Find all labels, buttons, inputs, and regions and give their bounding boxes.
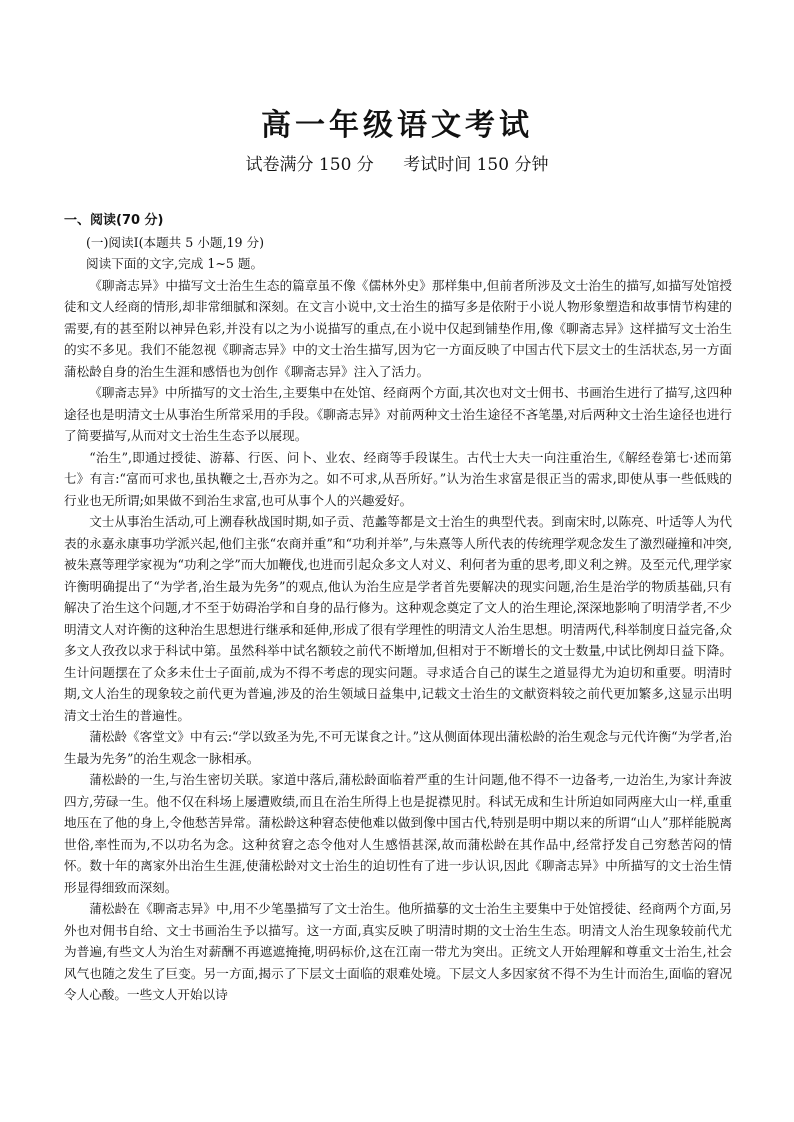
passage-paragraph: 《聊斋志异》中所描写的文士治生,主要集中在处馆、经商两个方面,其次也对文士佣书、书画治生进行了描写,这四种途径也是明清文士从事治生所常采用的手段。《聊斋志异》对前两种文士治生途径不吝笔墨,对后两种文士治生途径也进行了简要描写,从而对文士治生生态予以展现。: [64, 385, 732, 443]
passage-paragraph: 蒲松龄的一生,与治生密切关联。家道中落后,蒲松龄面临着严重的生计问题,他不得不一边备考,一边治生,为家计奔波四方,劳碌一生。他不仅在科场上屡遭败绩,而且在治生所得上也是捉襟见肘。科试无成和生计所迫如同两座大山一样,重重地压在了他的身上,令他愁苦异常。蒲松龄这种窘态使他难以做到像中国古代,特别是明中期以来的所谓“山人”那样能脱离世俗,率性而为,不以功名为念。这种贫窘之态令他对人生感悟甚深,故而蒲松龄在其作品中,经常抒发自己穷愁苦闷的情怀。数十年的离家外出治生生涯,使蒲松龄对文士治生的迫切性有了进一步认识,因此《聊斋志异》中所描写的文士治生情形显得细致而深刻。: [64, 772, 732, 895]
reading-instruction: 阅读下面的文字,完成 1~5 题。: [86, 256, 264, 271]
section-heading: 一、阅读(70 分): [64, 213, 164, 228]
exam-info: [0, 150, 794, 175]
exam-time-text: 考试时间 150 分钟: [403, 155, 549, 175]
exam-title: 高一年级语文考试: [261, 108, 533, 143]
passage-paragraph: “治生”,即通过授徒、游幕、行医、问卜、业农、经商等手段谋生。古代士大夫一向注重治生,《解经卷第七·述而第七》有言:“富而可求也,虽执鞭之士,吾亦为之。如不可求,从吾所好。”认为治生求富是很正当的需求,即使从事一些低贱的行业也无所谓;如果做不到治生求富,也可从事个人的兴趣爱好。: [64, 449, 732, 508]
passage-paragraph: 蒲松龄在《聊斋志异》中,用不少笔墨描写了文士治生。他所描摹的文士治生主要集中于处馆授徒、经商两个方面,另外也对佣书自给、文士书画治生予以描写。这一方面,真实反映了明清时期的文士治生生态。明清文人治生现象较前代尤为普遍,有些文人为治生对薪酬不再遮遮掩掩,明码标价,这在江南一带尤为突出。正统文人开始理解和尊重文士治生,社会风气也随之发生了巨变。另一方面,揭示了下层文士面临的艰难处境。下层文人多因家贫不得不为生计而治生,面临的窘况令人心酸。一些文人开始以诗: [64, 901, 732, 1002]
passage-paragraph: 蒲松龄《客堂文》中有云:“学以致圣为先,不可无谋食之计。”这从侧面体现出蒲松龄的治生观念与元代许衡“为学者,治生最为先务”的治生观念一脉相承。: [64, 729, 732, 766]
full-score-text: 试卷满分 150 分: [245, 155, 374, 175]
passage-paragraph: 文士从事治生活动,可上溯春秋战国时期,如子贡、范蠡等都是文士治生的典型代表。到南宋时,以陈亮、叶适等人为代表的永嘉永康事功学派兴起,他们主张“农商并重”和“功利并举”,与朱熹等人所代表的传统理学观念发生了激烈碰撞和冲突,被朱熹等理学家视为“功利之学”而大加鞭伐,也进而引起众多文人对义、利何者为重的思考,即义利之辨。及至元代,理学家许衡明确提出了“为学者,治生最为先务”的观点,他认为治生应是学者首先要解决的现实问题,治生是治学的物质基础,只有解决了治生这个问题,才不至于妨碍治学和自身的品行修为。这种观念奠定了文人的治生理论,深深地影响了明清学者,不少明清文人对许衡的这种治生思想进行继承和延伸,形成了很有学理性的明清文人治生思想。明清两代,科举制度日益完备,众多文人孜孜以求于科试中第。虽然科举中试名额较之前代不断增加,但相对于不断增长的文士数量,中试比例却日益下降。生计问题摆在了众多未仕士子面前,成为不得不考虑的现实问题。寻求适合自己的谋生之道显得尤为迫切和重要。明清时期,文人治生的现象较之前代更为普遍,涉及的治生领域日益集中,记载文士治生的文献资料较之前代更加繁多,这显示出明清文士治生的普遍性。: [64, 514, 732, 723]
passage-paragraph: 《聊斋志异》中描写文士治生生态的篇章虽不像《儒林外史》那样集中,但前者所涉及文士治生的描写,如描写处馆授徒和文人经商的情形,却非常细腻和深刻。在文言小说中,文士治生的描写多是依附于小说人物形象塑造和故事情节构建的需要,有的甚至附以神异色彩,并没有以之为小说描写的重点,在小说中仅起到铺垫作用,像《聊斋志异》这样描写文士治生的实不多见。我们不能忽视《聊斋志异》中的文士治生描写,因为它一方面反映了中国古代下层文士的生活状态,另一方面蒲松龄自身的治生生涯和感悟也为创作《聊斋志异》注入了活力。: [64, 277, 732, 379]
sub-section-heading: (一)阅读Ⅰ(本题共 5 小题,19 分): [86, 234, 265, 250]
exam-content: [64, 210, 732, 1006]
